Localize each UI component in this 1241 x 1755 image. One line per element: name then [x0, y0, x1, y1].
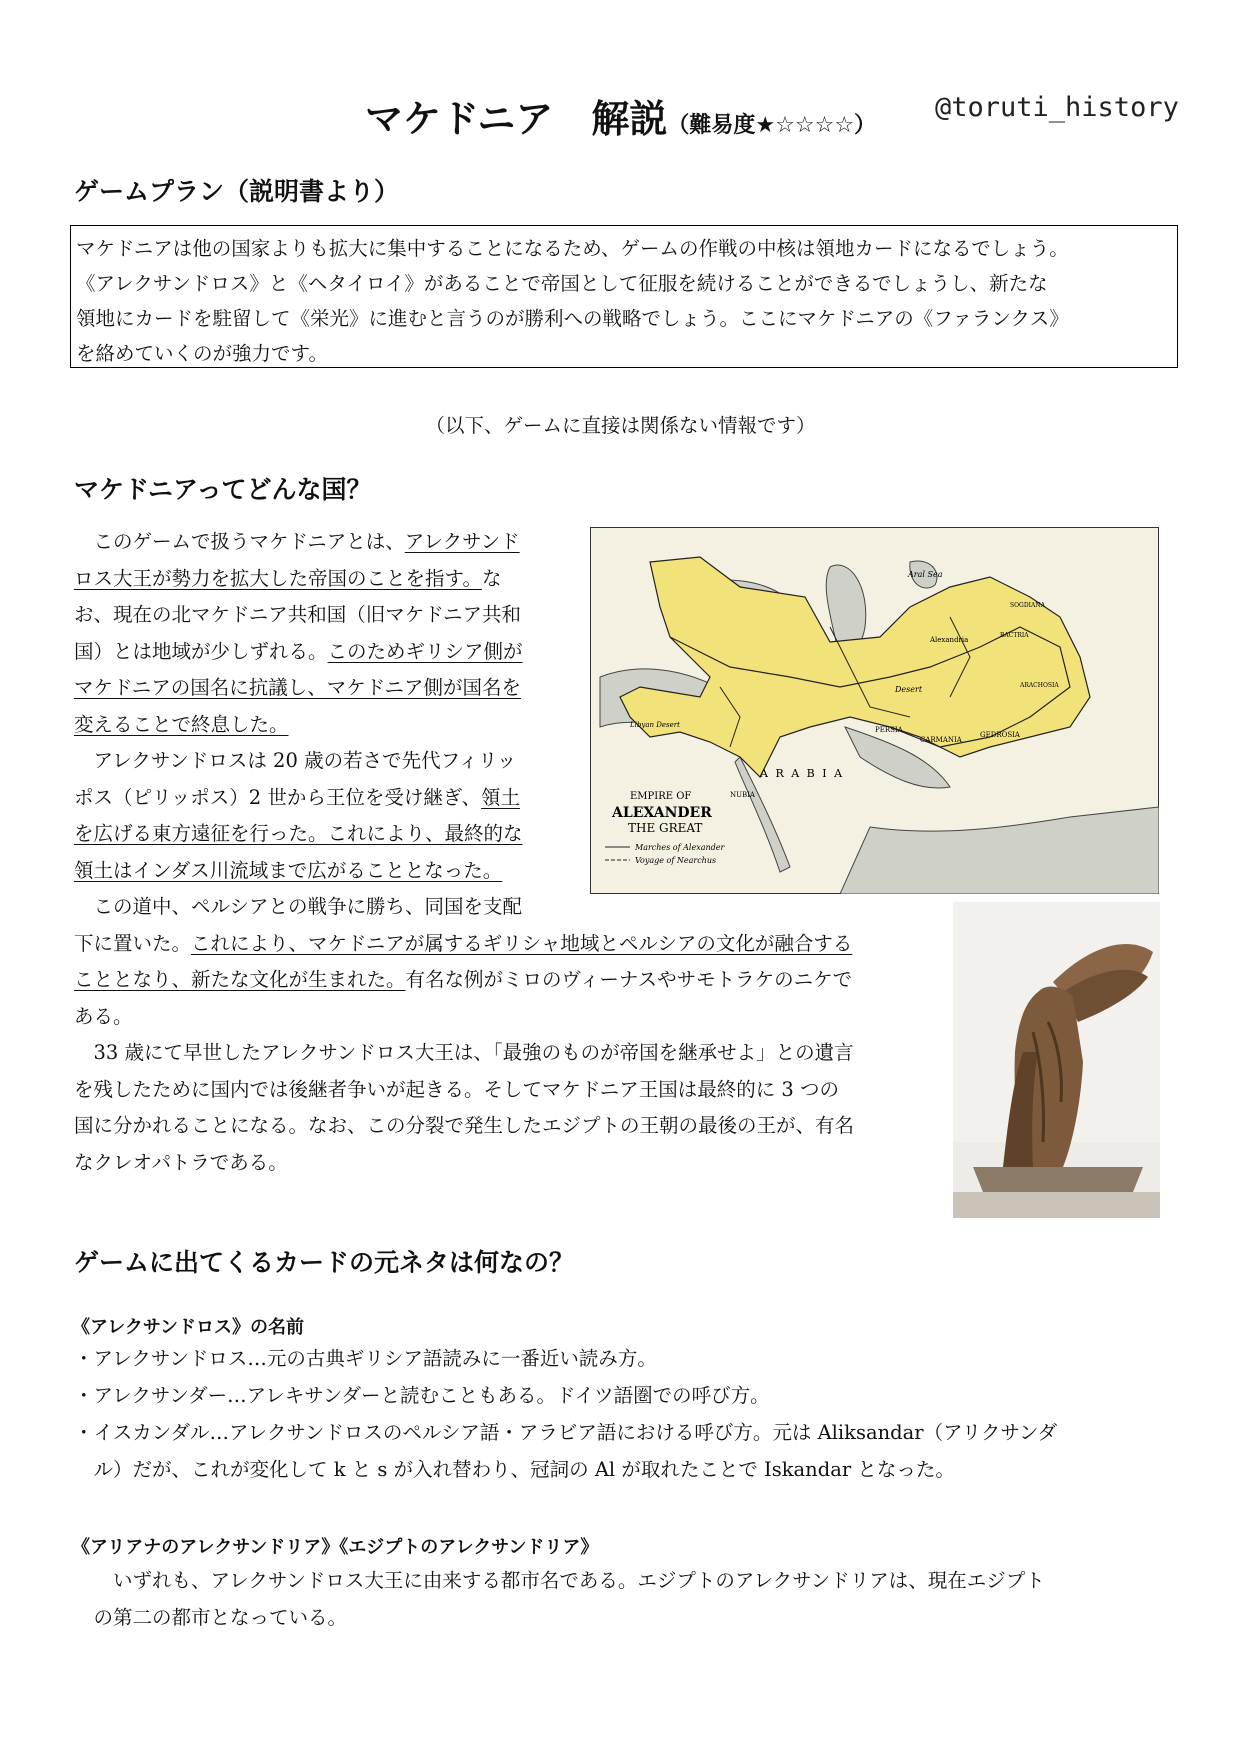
- title-main: マケドニア 解説: [364, 97, 668, 141]
- about-paragraph-2: アレクサンドロスは 20 歳の若さで先代フィリッ ポス（ピリッポス）2 世から王位を受け継ぎ、領土 を広げる東方遠征を行った。これにより、最終的な 領土はインダス川流域まで広がることとなった。: [74, 749, 523, 882]
- about-paragraph-4: 33 歳にて早世したアレクサンドロス大王は、「最強のものが帝国を継承せよ」との遺言 を残したために国内では後継者争いが起きる。そしてマケドニア王国は最終的に 3 つの 国に分かれることになる。なお、この分裂で発生したエジプトの王朝の最後の王が、有名 なクレオパトラである。: [74, 1041, 855, 1174]
- gameplan-heading: ゲームプラン（説明書より）: [74, 177, 400, 206]
- map-title-line: EMPIRE OF: [630, 791, 692, 802]
- map-label-aral: Aral Sea: [908, 570, 943, 579]
- about-paragraph-3: この道中、ペルシアとの戦争に勝ち、同国を支配 下に置いた。これにより、マケドニアが属するギリシャ地域とペルシアの文化が融合する こととなり、新たな文化が生まれた。有名な例がミロのヴィーナスやサモトラケのニケで ある。: [74, 895, 853, 1028]
- map-label-sogdiana: SOGDIANA: [1010, 602, 1045, 609]
- cards-heading: ゲームに出てくるカードの元ネタは何なの？: [74, 1248, 575, 1277]
- paragraph-line: の第二の都市となっている。: [74, 1606, 348, 1629]
- map-label-libyan: Libyan Desert: [630, 721, 680, 729]
- about-heading: マケドニアってどんな国？: [74, 475, 372, 504]
- map-label-persia: PERSIA: [875, 726, 903, 734]
- section-title-alexandria: 《アリアナのアレクサンドリア》《エジプトのアレクサンドリア》: [72, 1537, 599, 1558]
- paragraph-line: いずれも、アレクサンドロス大王に由来する都市名である。エジプトのアレクサンドリアは、現在エジプト: [74, 1569, 1045, 1592]
- section-title-alexandros: 《アレクサンドロス》の名前: [72, 1317, 305, 1338]
- map-title-line: ALEXANDER: [612, 805, 712, 821]
- winged-victory-statue-image: [953, 902, 1160, 1218]
- gameplan-line: マケドニアは他の国家よりも拡大に集中することになるため、ゲームの作戦の中核は領地カードになるでしょう。: [76, 237, 1069, 260]
- map-label-desert: Desert: [895, 685, 923, 694]
- map-label-carmania: CARMANIA: [920, 736, 962, 744]
- map-legend-marches: Marches of Alexander: [635, 843, 725, 852]
- list-item: ・アレクサンドロス…元の古典ギリシア語読みに一番近い読み方。: [74, 1347, 657, 1370]
- gameplan-line: を絡めていくのが強力です。: [76, 342, 328, 365]
- map-label-arachosia: ARACHOSIA: [1020, 682, 1059, 689]
- title-difficulty: （難易度★☆☆☆☆）: [667, 113, 877, 138]
- map-label-nubia: NUBIA: [730, 791, 755, 799]
- map-legend-voyage: Voyage of Nearchus: [635, 856, 717, 865]
- gameplan-box: [70, 225, 1178, 368]
- alexandria-paragraph: [74, 1562, 1045, 1636]
- map-label-bactria: BACTRIA: [1000, 632, 1029, 639]
- gameplan-line: 《アレクサンドロス》と《ヘタイロイ》があることで帝国として征服を続けることができるでしょうし、新たな: [76, 272, 1048, 295]
- list-item: ル）だが、これが変化して k と s が入れ替わり、冠詞の Al が取れたことで Iskandar となった。: [74, 1458, 955, 1481]
- author-handle: @toruti_history: [935, 92, 1179, 123]
- disclaimer-note: （以下、ゲームに直接は関係ない情報です）: [425, 414, 816, 437]
- list-item: ・アレクサンダー…アレキサンダーと読むこともある。ドイツ語圏での呼び方。: [74, 1384, 770, 1407]
- map-label-gedrosia: GEDROSIA: [980, 731, 1020, 739]
- map-title-line: THE GREAT: [628, 821, 703, 835]
- alexandros-name-list: [74, 1340, 1057, 1488]
- map-label-alexandria: Alexandria: [930, 636, 969, 644]
- list-item: ・イスカンダル…アレクサンドロスのペルシア語・アラビア語における呼び方。元は Aliksandar（アリクサンダ: [74, 1421, 1058, 1444]
- empire-map: [590, 527, 1159, 894]
- map-label-arabia: A R A B I A: [760, 767, 845, 780]
- about-paragraph-1: このゲームで扱うマケドニアとは、アレクサンド ロス大王が勢力を拡大した帝国のことを指す。な お、現在の北マケドニア共和国（旧マケドニア共和 国）とは地域が少しずれる。このためギリシア側が マケドニアの国名に抗議し、マケドニア側が国名を 変えることで終息した。: [74, 530, 523, 736]
- gameplan-line: 領地にカードを駐留して《栄光》に進むと言うのが勝利への戦略でしょう。ここにマケドニアの《ファランクス》: [76, 307, 1069, 330]
